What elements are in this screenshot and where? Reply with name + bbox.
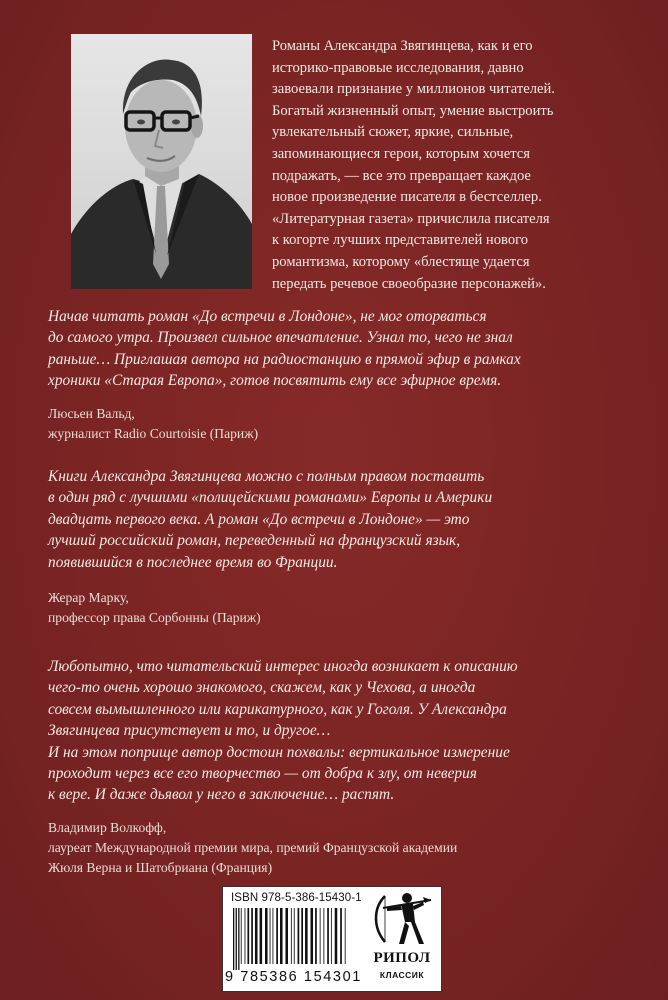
quote-line: раньше… Приглашая автора на радиостанцию в прямой эфир в рамках: [48, 350, 521, 368]
quote-line: чего-то очень хорошо знакомого, скажем, как у Чехова, а иногда: [48, 679, 476, 697]
quote-line: до самого утра. Произвел сильное впечатление. Узнал то, чего не знал: [48, 329, 513, 347]
quote-line: к вере. И даже дьявол у него в заключение… распят.: [48, 786, 395, 804]
barcode-bar: [270, 908, 271, 964]
quote-line: Любопытно, что читательский интерес иногда возникает к описанию: [48, 658, 518, 675]
archer-icon: [365, 888, 439, 950]
barcode-bar: [265, 908, 268, 964]
barcode-bar: [236, 908, 237, 970]
publisher-logo: [365, 888, 439, 989]
barcode-bar: [247, 908, 249, 964]
intro-line: историко-правовые исследования, давно: [272, 59, 524, 76]
review-quote-1: [48, 306, 638, 392]
barcode-bar: [327, 908, 329, 964]
quote-line: Книги Александра Звягинцева можно с полным правом поставить: [48, 468, 485, 485]
isbn-label: ISBN 978-5-386-15430-1: [231, 892, 362, 904]
review-author-1: [48, 404, 648, 444]
author-portrait-image: [71, 34, 252, 289]
author-photo: [71, 34, 252, 289]
barcode-bar: [273, 908, 274, 964]
quote-line: в один ряд с лучшими «полицейскими романами» Европы и Америки: [48, 489, 493, 507]
author-title: Жюля Верна и Шатобриана (Франция): [48, 860, 273, 875]
quote-line: Звягинцева присутствует и то, и другое…: [48, 722, 331, 740]
barcode-bar: [294, 908, 295, 964]
intro-line: передать речевое своеобразие персонажей».: [272, 275, 546, 292]
intro-line: Романы Александра Звягинцева, как и его: [272, 38, 533, 54]
author-title: профессор права Сорбонны (Париж): [48, 610, 261, 625]
author-name: Жерар Марку,: [48, 590, 129, 605]
review-author-3: [48, 818, 648, 878]
intro-line: Богатый жизненный опыт, умение выстроить: [272, 102, 554, 119]
barcode-bar: [276, 908, 278, 964]
barcode-bar: [291, 908, 292, 964]
barcode-bars: [231, 908, 371, 970]
author-title: журналист Radio Courtoisie (Париж): [48, 426, 259, 441]
barcode-bar: [298, 908, 300, 964]
barcode-bar: [340, 908, 342, 964]
quote-line: двадцать первого века. А роман «До встречи в Лондоне» — это: [48, 510, 470, 528]
barcode-bar: [241, 908, 242, 964]
quote-line: совсем вымышленного или карикатурного, как у Гоголя. У Александра: [48, 700, 507, 718]
publisher-subtitle: КЛАССИК: [379, 970, 425, 980]
barcode-bar: [345, 908, 346, 964]
barcode-bar: [280, 908, 283, 964]
review-author-2: [48, 588, 648, 628]
intro-line: «Литературная газета» причислила писателя: [272, 210, 550, 227]
author-name: Люсьен Вальд,: [48, 406, 135, 421]
author-intro-text: [272, 36, 652, 295]
barcode-bar: [238, 908, 239, 970]
intro-line: завоевали признание у миллионов читателей.: [272, 81, 555, 98]
barcode-bar: [331, 908, 332, 964]
author-name: Владимир Волкофф,: [48, 820, 167, 835]
barcode-bar: [245, 908, 246, 964]
author-title: лауреат Международной премии мира, премий Французской академии: [48, 840, 458, 855]
quote-line: Начав читать роман «До встречи в Лондоне», не мог оторваться: [48, 308, 487, 325]
barcode-bar: [233, 908, 234, 970]
barcode-bar: [255, 908, 258, 964]
barcode-bar: [301, 908, 303, 964]
barcode-bar: [323, 908, 324, 964]
quote-line: хроники «Старая Европа», готов посвятить ему все эфирное время.: [48, 372, 502, 390]
quote-line: появившийся в последнее время во Франции.: [48, 553, 338, 571]
barcode-digits: 9 785386 154301: [225, 969, 362, 985]
intro-line: увлекательный сюжет, яркие, сильные,: [272, 124, 514, 141]
intro-line: романтизма, которому «блестяще удается: [272, 253, 530, 270]
review-quote-2: [48, 466, 638, 573]
barcode-bar: [260, 908, 263, 964]
intro-line: запоминающиеся герои, которым хочется: [272, 145, 530, 162]
quote-line: проходит через все его творчество — от добра к злу, от неверия: [48, 765, 477, 783]
barcode-bar: [335, 908, 338, 964]
barcode-bar: [251, 908, 253, 964]
barcode-bar: [315, 908, 317, 964]
barcode-bar: [320, 908, 321, 964]
review-quote-3: [48, 656, 638, 806]
intro-line: подражать, — все это превращает каждое: [272, 167, 531, 184]
publisher-name: РИПОЛ: [373, 950, 431, 966]
intro-line: новое произведение писателя в бестселлер.: [272, 189, 542, 206]
quote-line: И на этом поприще автор достоин похвалы: вертикальное измерение: [48, 743, 510, 761]
barcode-bar: [285, 908, 288, 964]
quote-line: лучший российский роман, переведенный на французский язык,: [48, 532, 461, 550]
barcode-bar: [305, 908, 308, 964]
intro-line: к когорте лучших представителей нового: [272, 232, 529, 249]
barcode-bar: [311, 908, 314, 964]
